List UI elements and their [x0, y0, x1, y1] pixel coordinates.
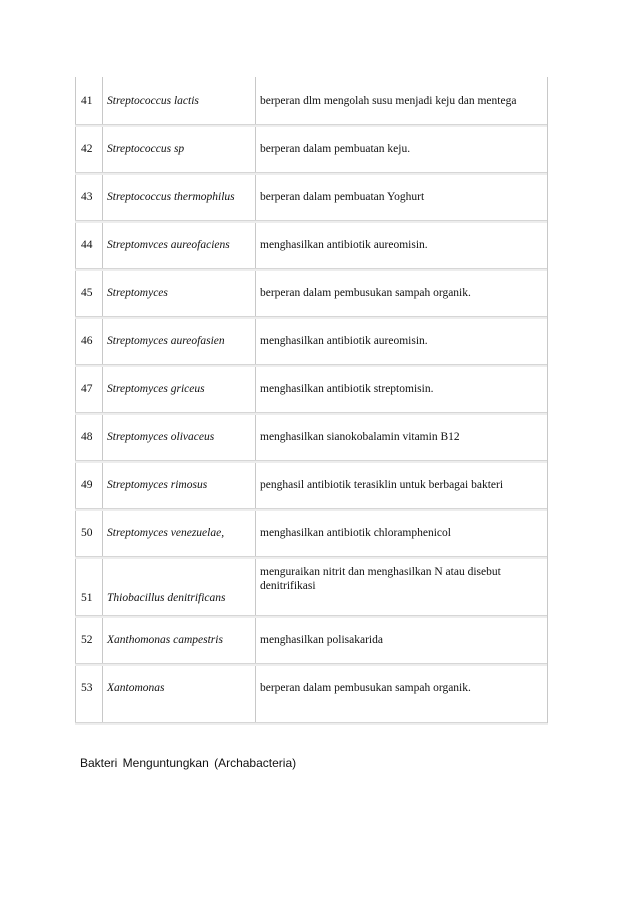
row-number: 50: [81, 526, 93, 539]
bacteria-name: Streptomyces venezuelae,: [107, 526, 225, 539]
row-number: 48: [81, 430, 93, 443]
bacteria-name: Streptomyces griceus: [107, 382, 205, 395]
row-number: 53: [81, 681, 93, 694]
bacteria-name: Streptomyces: [107, 286, 168, 299]
bacteria-role: berperan dlm mengolah susu menjadi keju dan mentega: [260, 94, 517, 107]
section-heading: Bakteri Menguntungkan (Archabacteria): [80, 756, 297, 770]
bacteria-name: Thiobacillus denitrificans: [107, 592, 226, 604]
table-row: [75, 77, 548, 125]
table-row: [75, 664, 548, 723]
bacteria-role: berperan dalam pembuatan keju.: [260, 142, 411, 155]
table-row: [75, 365, 548, 413]
table-row: [75, 413, 548, 461]
bacteria-name: Streptococcus sp: [107, 142, 185, 155]
bacteria-name: Xantomonas: [107, 681, 165, 694]
bacteria-role: menghasilkan polisakarida: [260, 633, 383, 646]
table-row: [75, 317, 548, 365]
bacteria-role: menghasilkan antibiotik aureomisin.: [260, 334, 428, 347]
row-number: 43: [81, 190, 93, 203]
bacteria-table: [75, 77, 548, 723]
row-number: 47: [81, 382, 93, 395]
bacteria-role: menguraikan nitrit dan menghasilkan N atau disebut denitrifikasi: [260, 566, 501, 592]
table-row: [75, 509, 548, 557]
table-row: [75, 173, 548, 221]
bacteria-role: berperan dalam pembusukan sampah organik.: [260, 286, 471, 299]
bacteria-role: menghasilkan sianokobalamin vitamin B12: [260, 430, 460, 443]
table-row: [75, 616, 548, 664]
bacteria-name: Streptomvces aureofaciens: [107, 238, 230, 251]
table-row: [75, 221, 548, 269]
bacteria-role: berperan dalam pembusukan sampah organik.: [260, 681, 471, 694]
table-row: [75, 269, 548, 317]
row-number: 52: [81, 633, 93, 646]
row-number: 46: [81, 334, 93, 347]
row-number: 44: [81, 238, 93, 251]
row-number: 45: [81, 286, 93, 299]
table-row: [75, 557, 548, 616]
bacteria-name: Streptomyces rimosus: [107, 478, 208, 491]
row-number: 42: [81, 142, 93, 155]
bacteria-name: Streptomyces olivaceus: [107, 430, 215, 443]
row-number: 41: [81, 94, 93, 107]
bacteria-name: Streptomyces aureofasien: [107, 334, 225, 347]
bacteria-role: menghasilkan antibiotik aureomisin.: [260, 238, 428, 251]
bacteria-role: menghasilkan antibiotik streptomisin.: [260, 382, 434, 395]
row-number: 51: [81, 592, 93, 604]
bacteria-name: Streptococcus lactis: [107, 94, 199, 107]
bacteria-name: Xanthomonas campestris: [107, 633, 223, 646]
bacteria-role: menghasilkan antibiotik chloramphenicol: [260, 526, 451, 539]
bacteria-role: berperan dalam pembuatan Yoghurt: [260, 190, 425, 203]
row-number: 49: [81, 478, 93, 491]
bacteria-name: Streptococcus thermophilus: [107, 190, 235, 203]
table-row: [75, 461, 548, 509]
table-row: [75, 125, 548, 173]
bacteria-role: penghasil antibiotik terasiklin untuk berbagai bakteri: [260, 478, 504, 491]
